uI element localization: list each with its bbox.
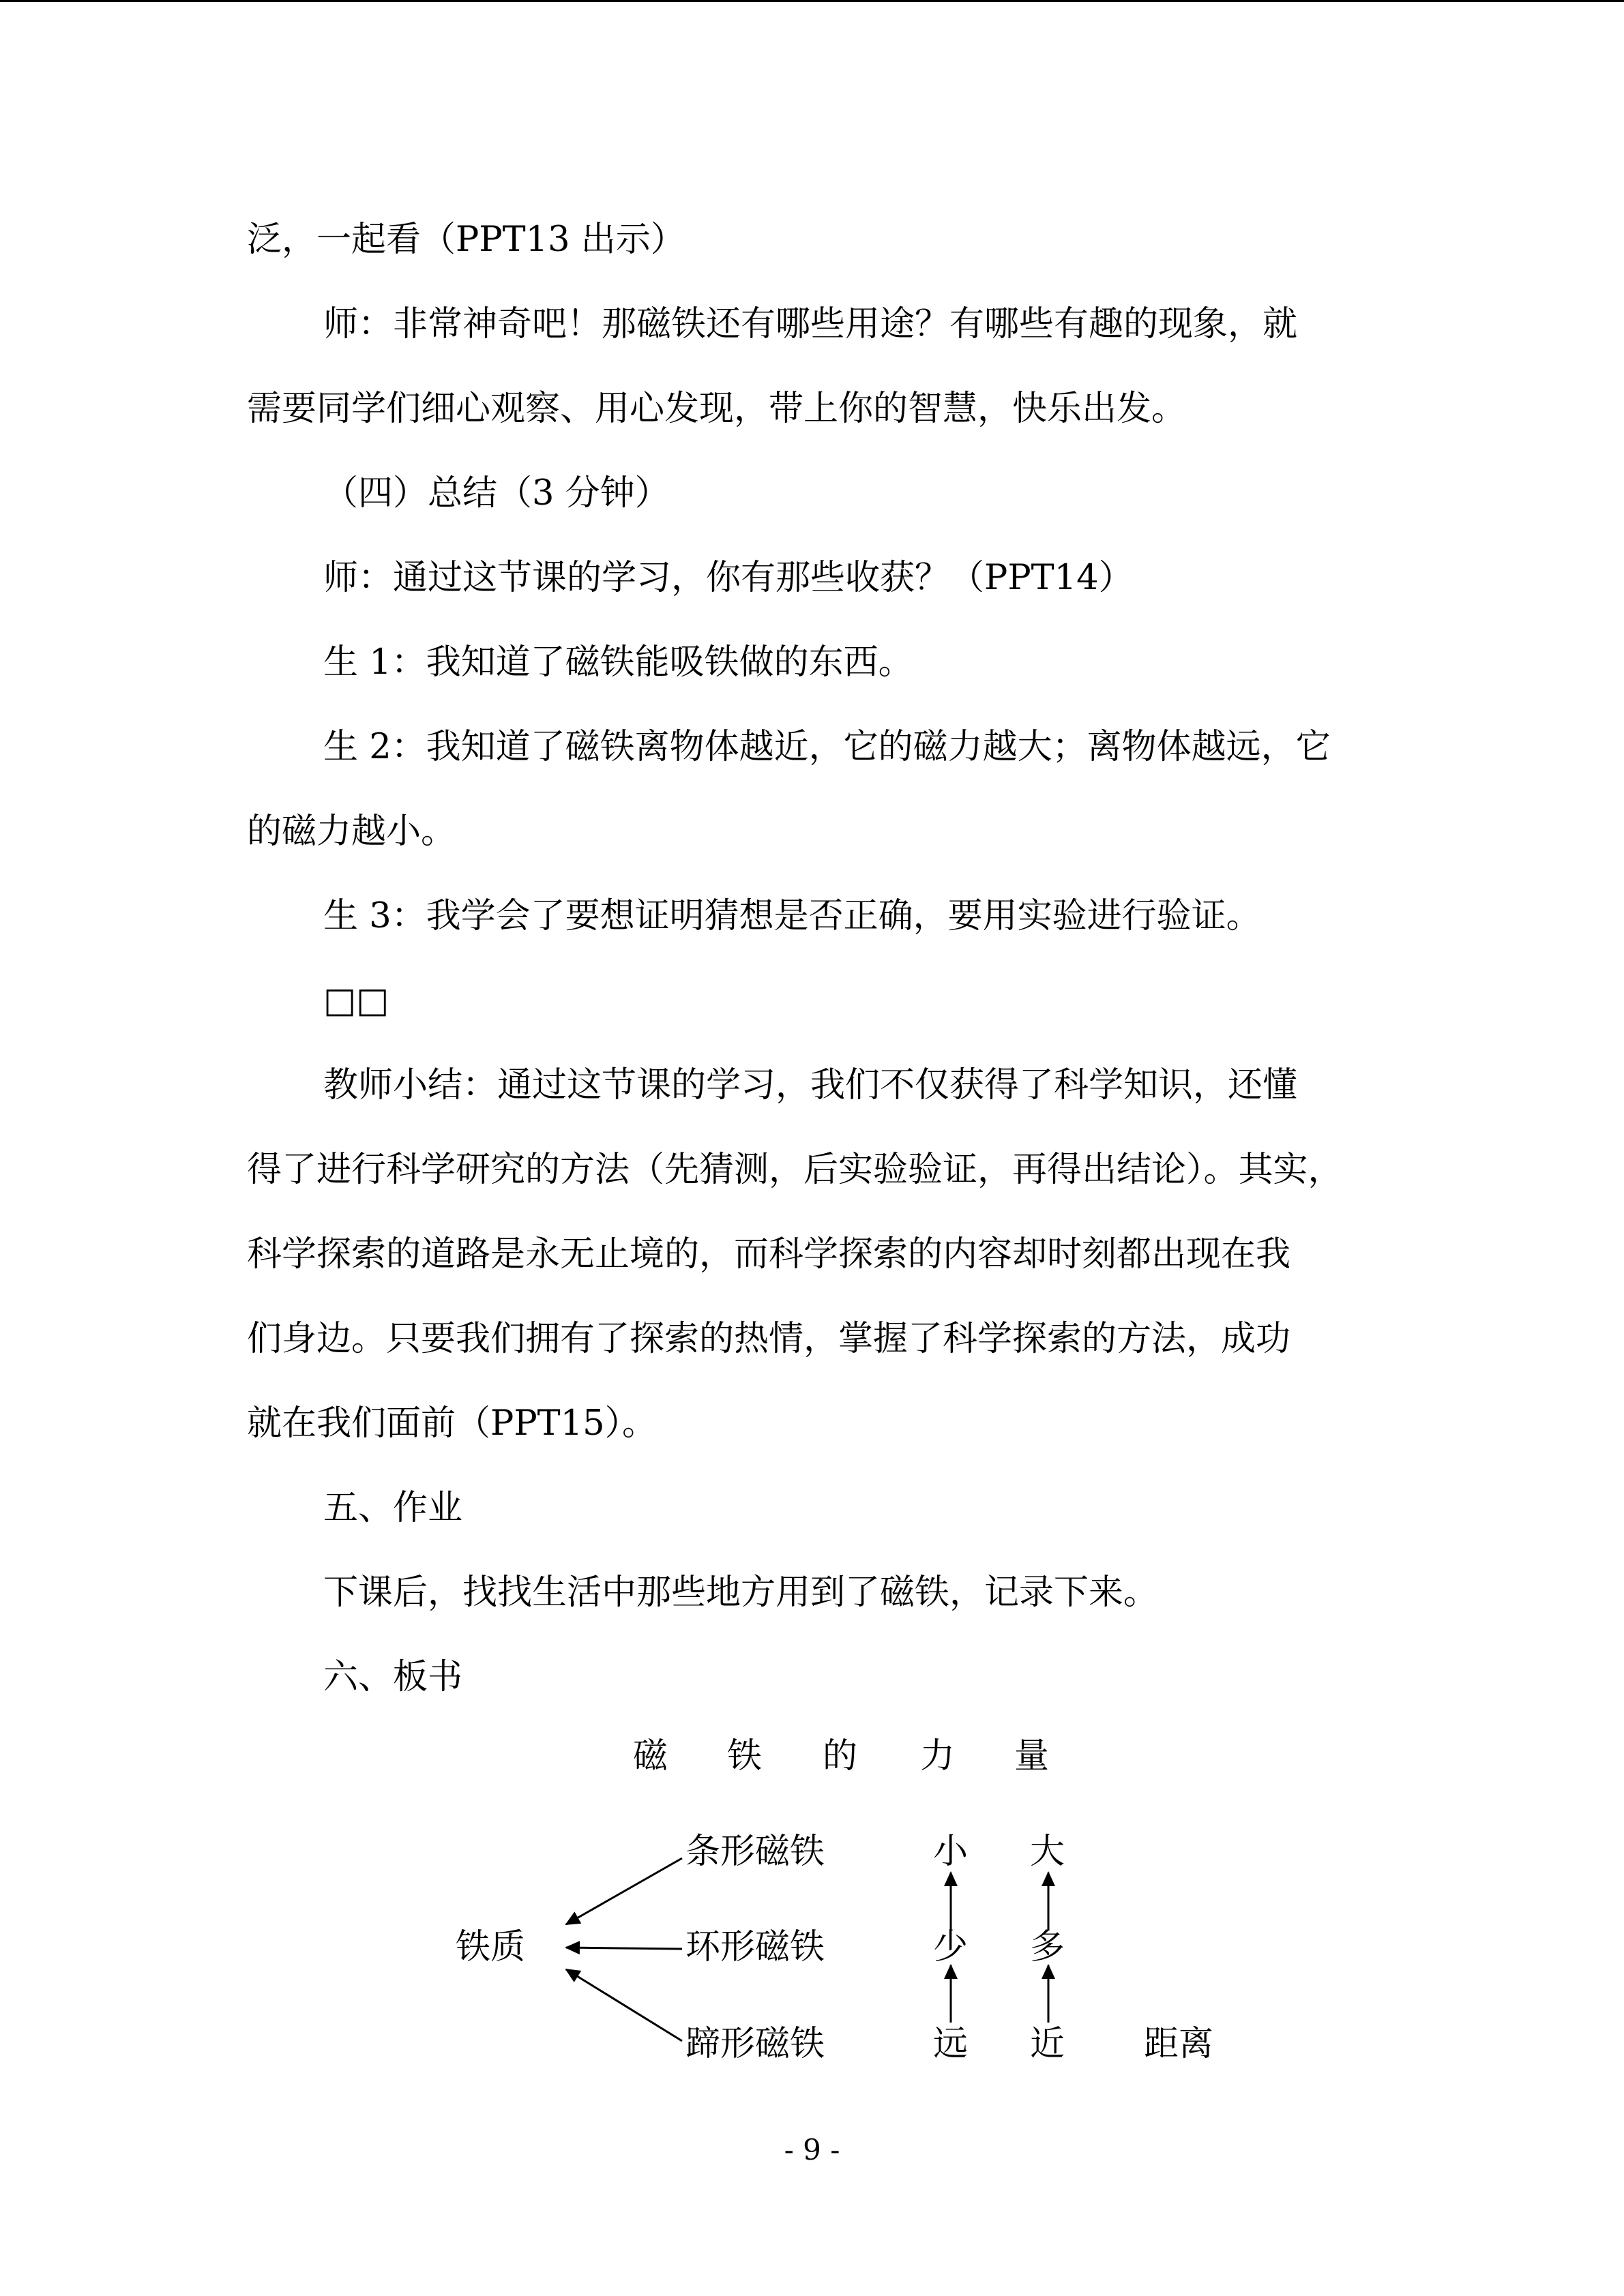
board-bar-magnet-label: 条形磁铁 xyxy=(685,1832,825,1872)
board-title-char-2: 铁 xyxy=(727,1736,763,1776)
text-line-1: 泛，一起看（PPT13 出示） xyxy=(247,220,685,260)
text-line-2: 师：非常神奇吧！那磁铁还有哪些用途？有哪些有趣的现象，就 xyxy=(323,304,1298,344)
text-line-5: 师：通过这节课的学习，你有那些收获？（PPT14） xyxy=(323,558,1134,598)
board-big-label: 大 xyxy=(1030,1832,1065,1872)
board-distance-label: 距离 xyxy=(1144,2024,1214,2064)
section-heading-blackboard: 六、板书 xyxy=(323,1657,463,1697)
page-number: - 9 - xyxy=(784,2133,840,2166)
board-title-char-3: 的 xyxy=(823,1736,858,1776)
arrow-bar-magnet xyxy=(566,1858,682,1924)
text-line-14: 们身边。只要我们拥有了探索的热情，掌握了科学探索的方法，成功 xyxy=(247,1319,1291,1359)
section-heading-homework: 五、作业 xyxy=(323,1488,463,1528)
board-many-label: 多 xyxy=(1030,1927,1065,1967)
board-small-label: 小 xyxy=(933,1832,969,1872)
arrow-horseshoe-magnet xyxy=(566,1969,682,2041)
placeholder-boxes: □□ xyxy=(323,981,389,1021)
section-heading-summary: （四）总结（3 分钟） xyxy=(323,473,670,513)
board-ring-magnet-label: 环形磁铁 xyxy=(685,1927,825,1967)
board-far-label: 远 xyxy=(933,2024,969,2064)
board-near-label: 近 xyxy=(1030,2024,1065,2064)
text-line-8: 的磁力越小。 xyxy=(247,811,456,852)
text-line-11: 教师小结：通过这节课的学习，我们不仅获得了科学知识，还懂 xyxy=(323,1065,1298,1105)
text-line-17: 下课后，找找生活中那些地方用到了磁铁，记录下来。 xyxy=(323,1572,1159,1613)
board-horseshoe-magnet-label: 蹄形磁铁 xyxy=(685,2024,825,2064)
board-title-char-4: 力 xyxy=(920,1736,956,1776)
board-title-char-5: 量 xyxy=(1014,1736,1050,1776)
board-iron-material-label: 铁质 xyxy=(456,1927,526,1967)
text-line-6: 生 1：我知道了磁铁能吸铁做的东西。 xyxy=(323,642,913,683)
text-line-15: 就在我们面前（PPT15）。 xyxy=(247,1403,658,1444)
text-line-9: 生 3：我学会了要想证明猜想是否正确，要用实验进行验证。 xyxy=(323,896,1261,936)
text-line-3: 需要同学们细心观察、用心发现，带上你的智慧，快乐出发。 xyxy=(247,389,1187,429)
text-line-12: 得了进行科学研究的方法（先猜测，后实验验证，再得出结论）。其实， xyxy=(247,1150,1343,1190)
board-title-char-1: 磁 xyxy=(633,1736,668,1776)
text-line-7: 生 2：我知道了磁铁离物体越近，它的磁力越大；离物体越远，它 xyxy=(323,727,1331,767)
board-few-label: 少 xyxy=(933,1927,969,1967)
top-border-rule xyxy=(0,0,1624,2)
text-line-13: 科学探索的道路是永无止境的，而科学探索的内容却时刻都出现在我 xyxy=(247,1234,1291,1274)
arrow-ring-magnet xyxy=(566,1948,682,1949)
